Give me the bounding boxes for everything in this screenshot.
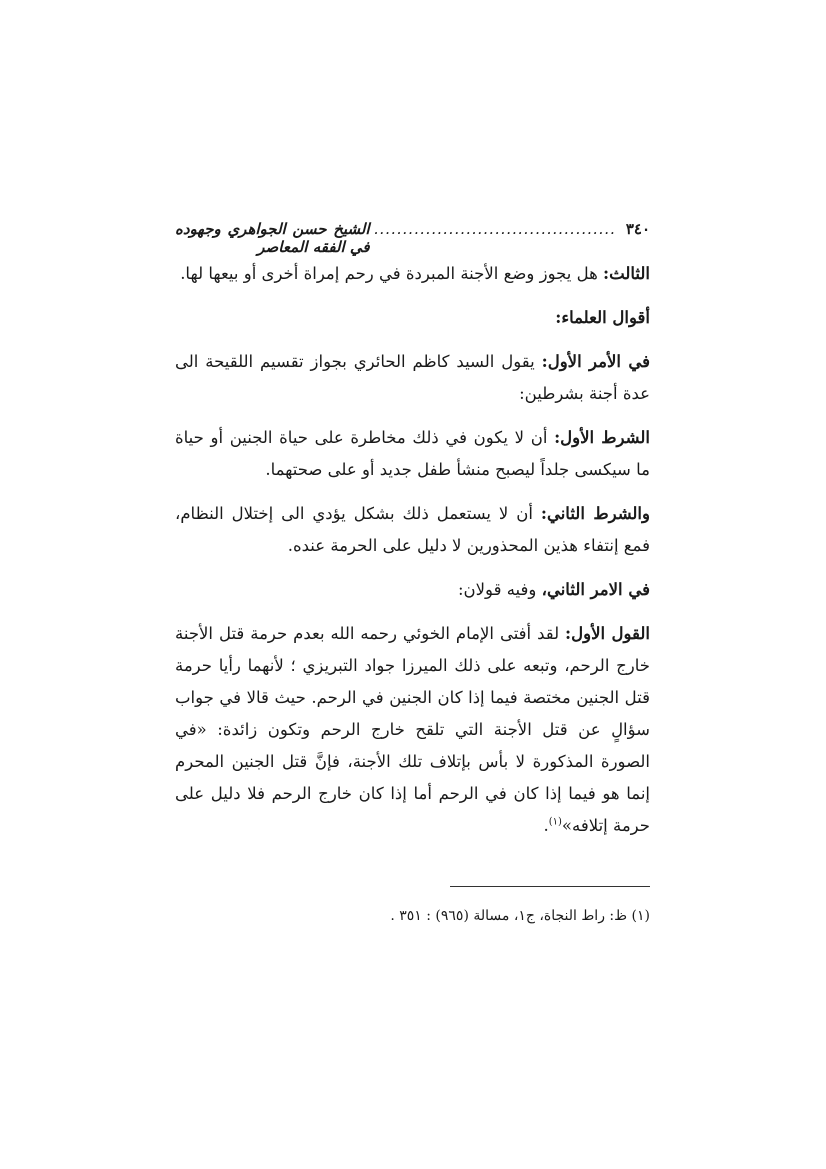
paragraph-text: لقد أفتى الإمام الخوئي رحمه الله بعدم حرمة قتل الأجنة خارج الرحم، وتبعه على ذلك الميرزا جواد التبريزي ؛ لأنهما رأيا حرمة قتل الجنين مختصة فيما إذا كان الجنين في الرحم. حيث قالا في جواب سؤالٍ عن قتل الأجنة التي تلقح خارج الرحم وتكون زائدة: «في الصورة المذكورة لا بأس بإتلاف تلك الأجنة، فإنَّ قتل الجنين المحرم إنما هو فيما إذا كان في الرحم أما إذا كان خارج الرحم فلا دليل على حرمة إتلافه» [175,624,650,835]
page-number: ٣٤٠ [625,220,650,238]
paragraph-second-condition [175,498,650,562]
paragraph-third-question [175,258,650,290]
paragraph-label: القول الأول: [565,624,650,643]
paragraph-label: الثالث: [603,264,650,283]
page-body [175,220,650,854]
footnote-divider [450,886,650,887]
paragraph-text: يقول السيد كاظم الحائري بجواز تقسيم اللقيحة الى عدة أجنة بشرطين: [175,352,650,403]
paragraph-text: أن لا يستعمل ذلك بشكل يؤدي الى إختلال النظام، فمع إنتفاء هذين المحذورين لا دليل على الحرمة عنده. [175,504,650,555]
paragraph-first-matter [175,346,650,410]
paragraph-first-opinion [175,618,650,842]
paragraph-first-condition [175,422,650,486]
section-heading-scholars: أقوال العلماء: [555,308,650,327]
paragraph-label: والشرط الثاني: [540,504,650,523]
running-header [175,220,650,256]
paragraph-text: أن لا يكون في ذلك مخاطرة على حياة الجنين أو حياة ما سيكسى جلداً ليصبح منشأ طفل جديد أو على صحتهما. [175,428,650,479]
paragraph-label: الشرط الأول: [554,428,650,447]
paragraph-end: . [543,816,549,835]
footnote-marker[interactable]: (١) [548,816,562,828]
header-leader-dots: .......................................... [373,220,616,238]
paragraph-label: في الأمر الأول: [541,352,650,371]
paragraph-second-matter [175,574,650,606]
running-title: الشيخ حسن الجواهري وجهوده في الفقه المعاصر [175,220,370,256]
paragraph-label: في الامر الثاني، [541,580,650,599]
paragraph-text: وفيه قولان: [457,580,542,599]
paragraph-text: هل يجوز وضع الأجنة المبردة في رحم إمراة أخرى أو بيعها لها. [180,264,604,283]
footnote: (١) ظ: راط النجاة، ج١، مسالة (٩٦٥) : ٣٥١ . [390,908,650,924]
